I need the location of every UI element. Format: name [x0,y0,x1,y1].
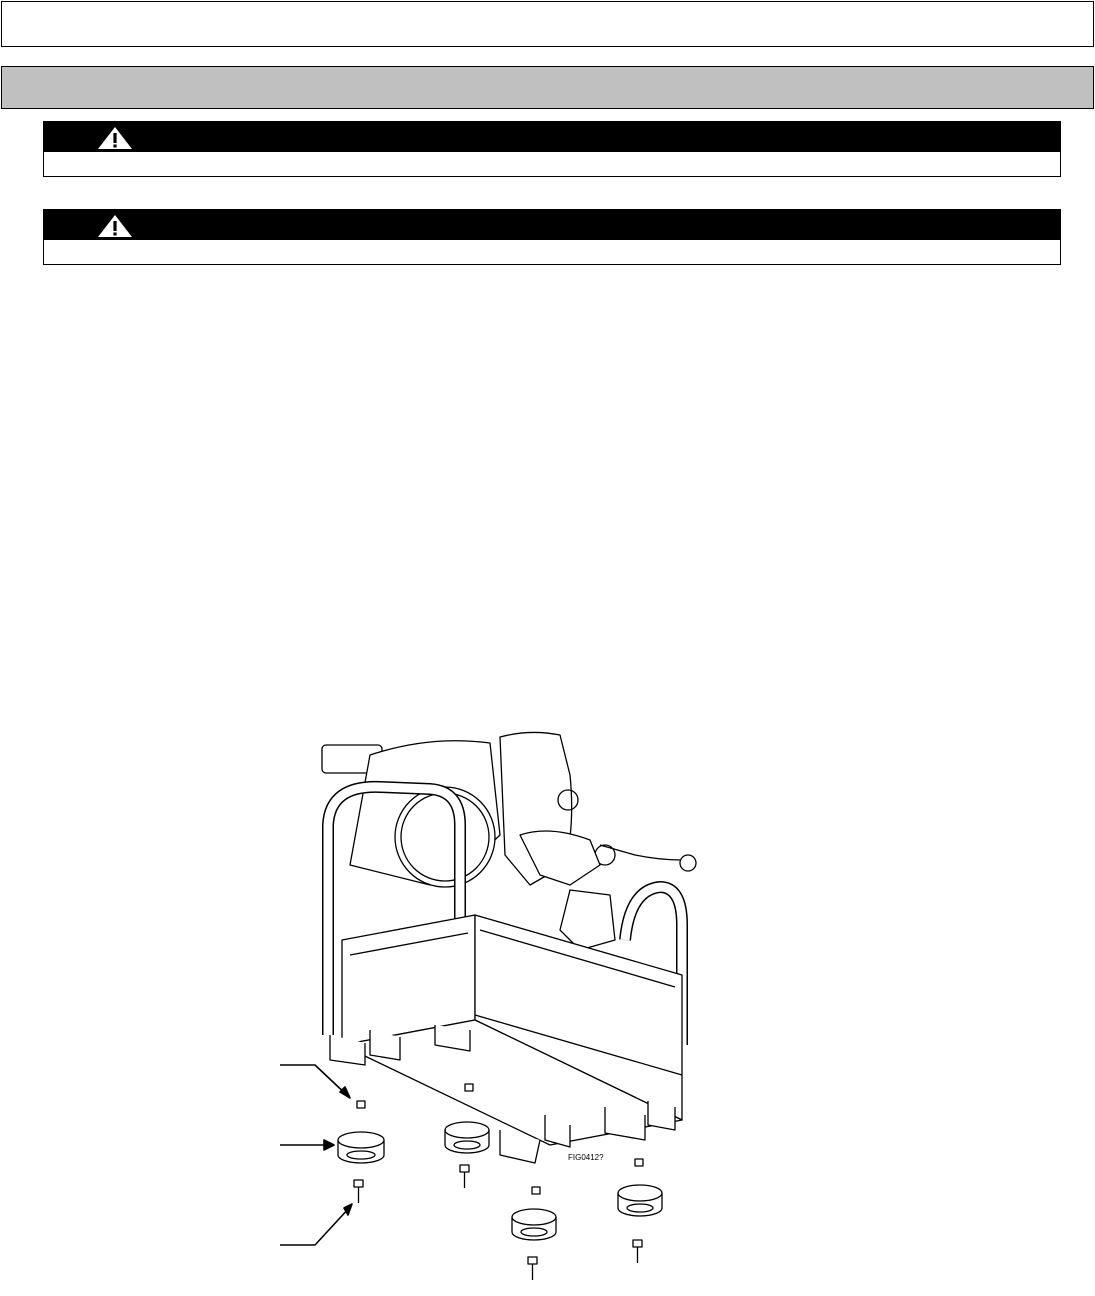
page-header-box [1,1,1094,47]
engine-assembly [322,732,696,950]
warning-box-2 [43,209,1061,265]
warning-header-2 [44,210,1060,240]
section-title-bar [1,66,1094,109]
warning-triangle-icon [96,125,134,151]
warning-box-1 [43,121,1061,177]
warning-header-1 [44,122,1060,152]
warning-text-1 [44,152,1060,176]
engine-mount-illustration [270,715,720,1290]
base-frame [342,915,682,1145]
warning-triangle-icon [96,213,134,239]
bolts [354,1165,642,1280]
figure-code: FIG0412? [568,1153,604,1162]
warning-text-2 [44,240,1060,264]
